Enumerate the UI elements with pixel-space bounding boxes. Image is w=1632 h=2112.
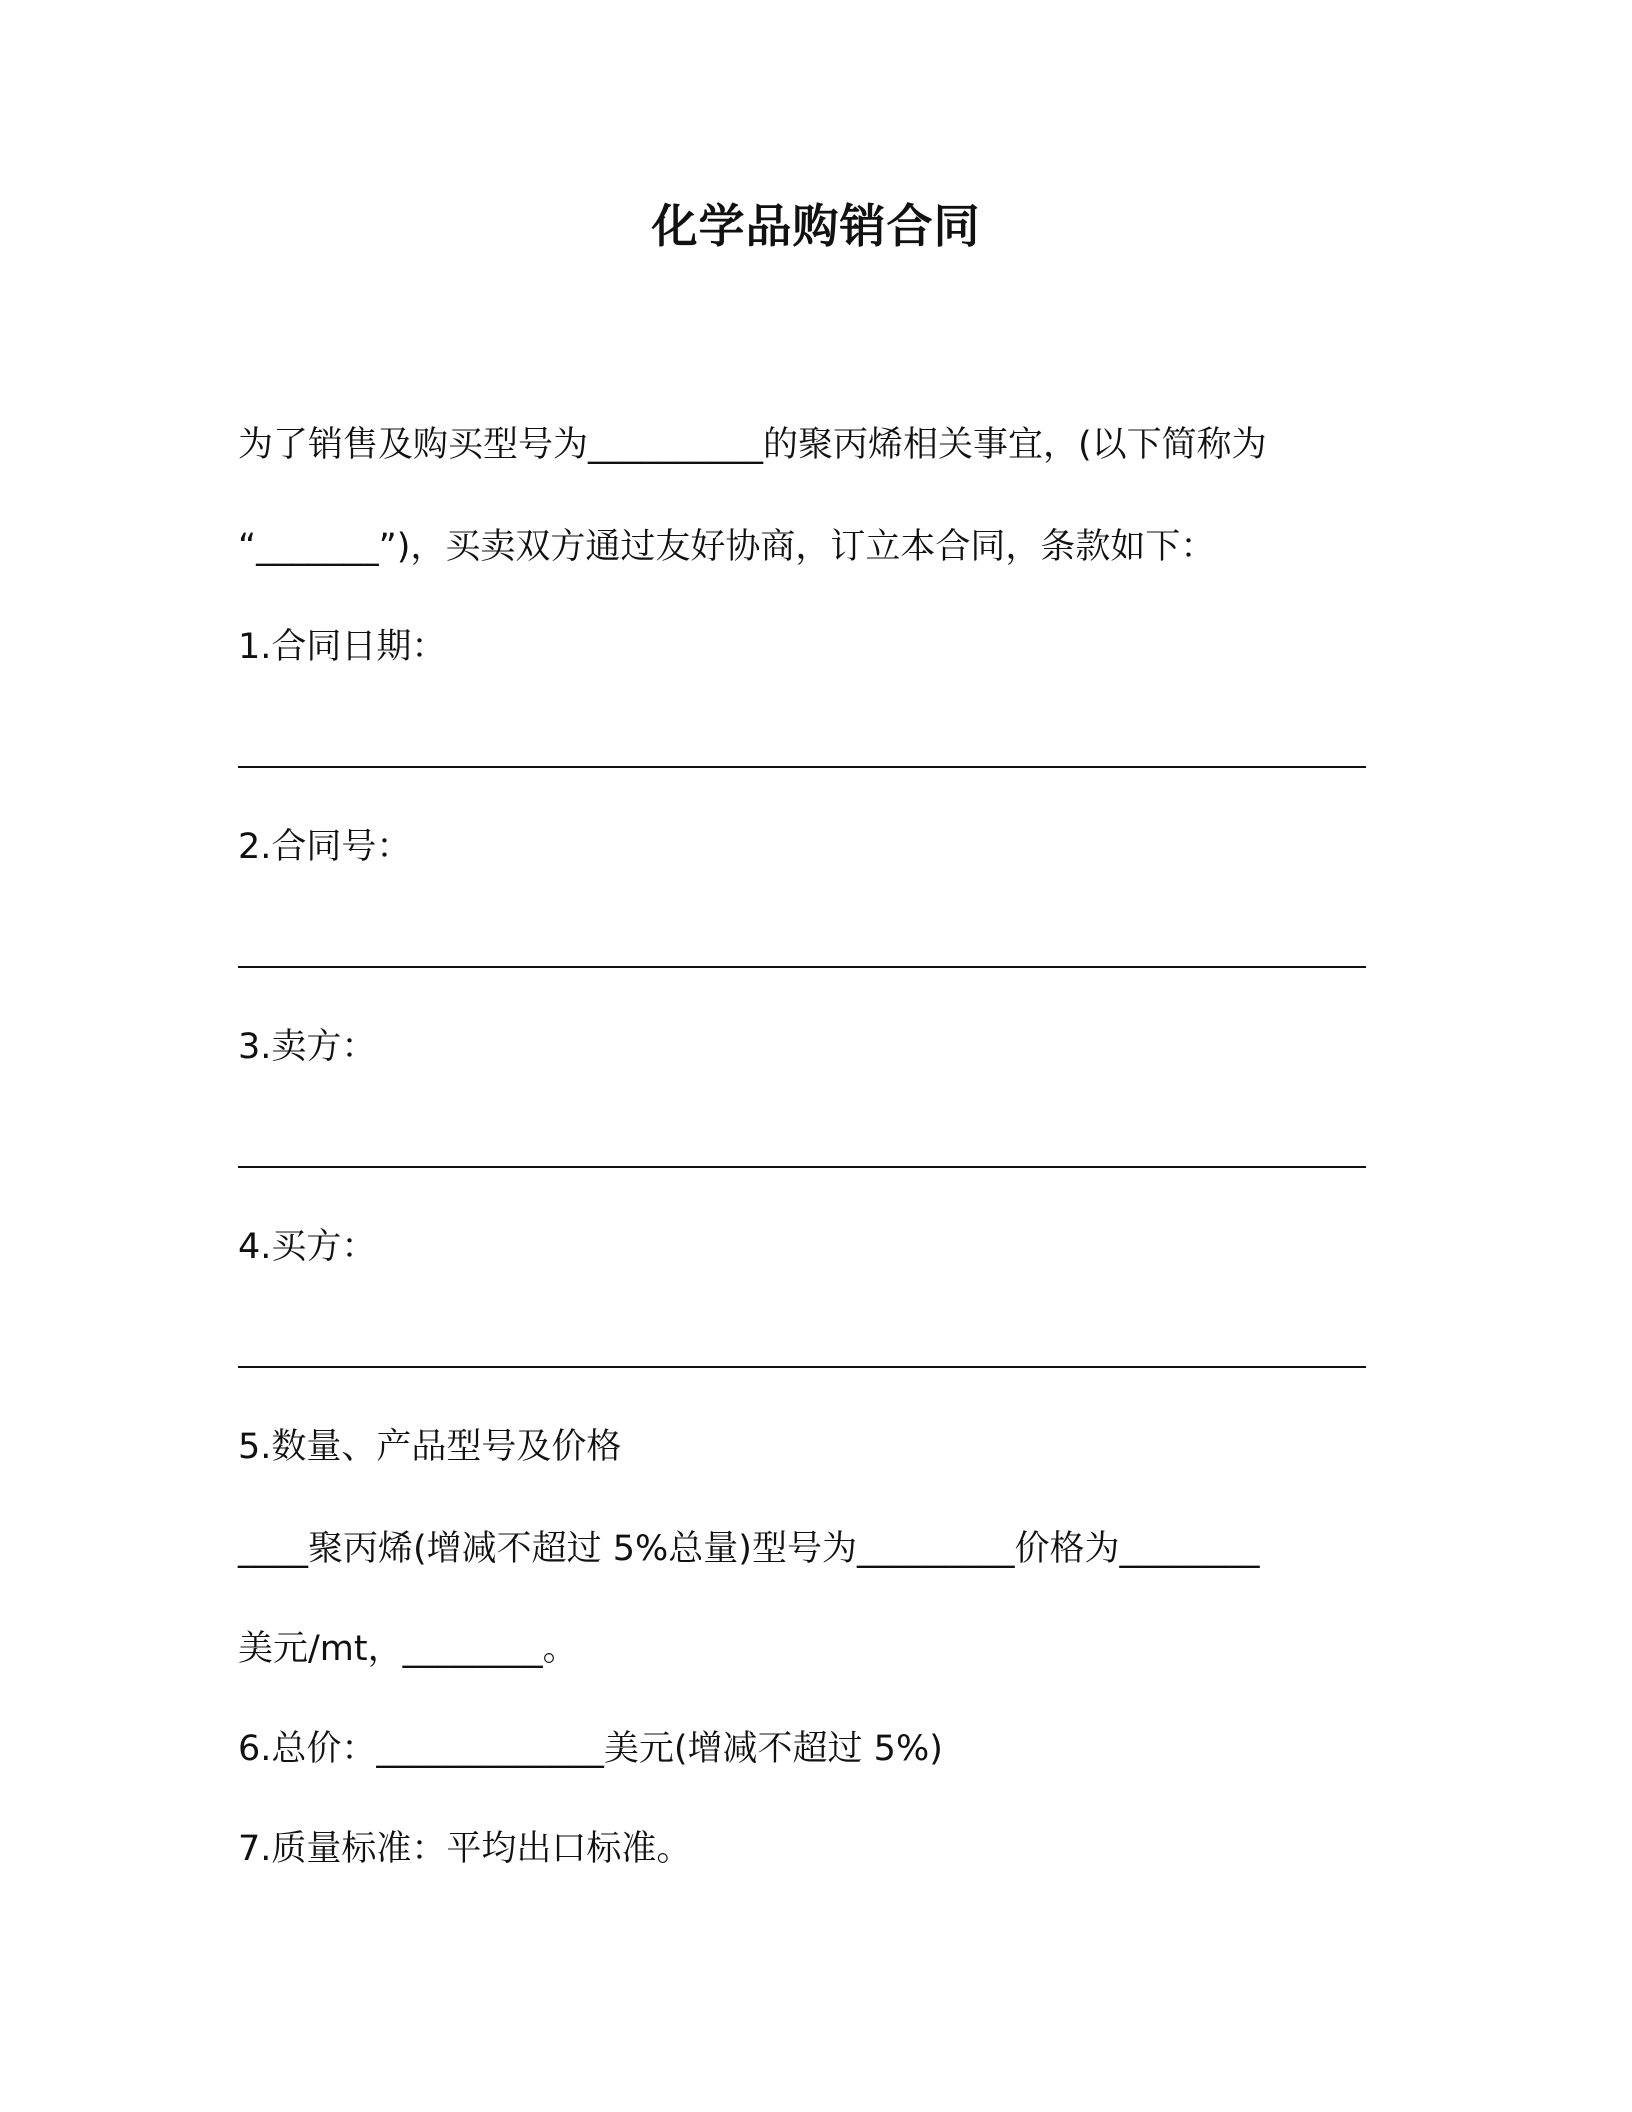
- clause-3-fill-line: [238, 1166, 1366, 1168]
- clause-4-buyer: 4.买方：: [238, 1227, 377, 1267]
- clause-5-heading: 5.数量、产品型号及价格: [238, 1427, 622, 1467]
- clause-5-line-1: ____聚丙烯(增减不超过 5%总量)型号为_________价格为________: [238, 1529, 1260, 1569]
- clause-3-seller: 3.卖方：: [238, 1027, 377, 1067]
- intro-line-1: 为了销售及购买型号为__________的聚丙烯相关事宜，(以下简称为: [238, 425, 1267, 465]
- clause-2-fill-line: [238, 966, 1366, 968]
- clause-2-contract-number: 2.合同号：: [238, 827, 412, 867]
- clause-1-contract-date: 1.合同日期：: [238, 627, 447, 667]
- clause-5-line-2: 美元/mt，________。: [238, 1629, 578, 1669]
- intro-line-2: “_______”)，买卖双方通过友好协商，订立本合同，条款如下：: [238, 527, 1216, 567]
- clause-7-quality-standard: 7.质量标准：平均出口标准。: [238, 1829, 692, 1869]
- clause-1-fill-line: [238, 766, 1366, 768]
- document-title: 化学品购销合同: [651, 199, 981, 253]
- clause-6-total-price: 6.总价：_____________美元(增减不超过 5%): [238, 1729, 943, 1769]
- clause-4-fill-line: [238, 1366, 1366, 1368]
